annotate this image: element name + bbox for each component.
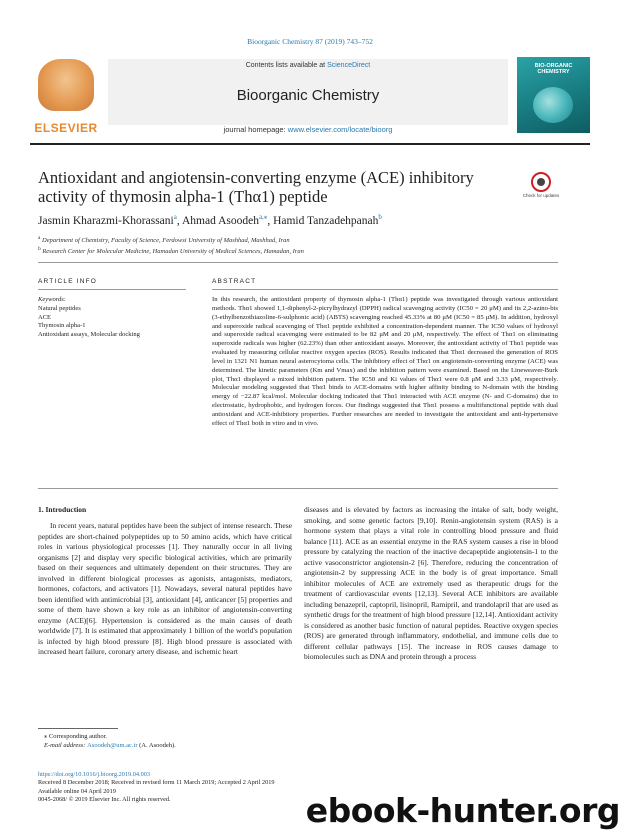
keyword: Antioxidant assays, Molecular docking <box>38 331 140 339</box>
body-column-left: In recent years, natural peptides have been the subject of intense research. These peptides are short-chained polypeptides up to 50 amino acids, which have critical roles in various physiological processes [1]. They naturally occur in all living organisms [2] and display very specific biological activities, which are primarily based on their sequences and ultimately dependent on their structures. They are involved in different biological processes as agonists, antagonists, mediators, hormones, cofactors, and activators [1]. Nowadays, several natural peptides have been identified with antimicrobial [3], antioxidant [4], anticancer [5] properties and some of them have shown a key role as an inhibitor of angiotensin-converting enzyme (ACE)[6]. Hypertension is considered as the main causes of death worldwide [7]. It is estimated that approximately 1 billion of the world's population is infected by high blood pressure [8]. High blood pressure is associated with increased heart failure, coronary artery disease, and ischemic heart <box>38 521 292 656</box>
contents-line <box>108 62 508 69</box>
elsevier-tree-icon <box>38 59 94 111</box>
keyword: Natural peptides <box>38 304 81 312</box>
author-name: Hamid Tanzadehpanah <box>273 214 379 227</box>
author-affiliation-marker[interactable]: a,⁎ <box>258 213 268 221</box>
affiliation-item <box>38 234 558 245</box>
abstract-divider <box>212 289 558 290</box>
keywords-heading: Keywords: <box>38 296 66 303</box>
introduction-heading: 1. Introduction <box>38 505 87 514</box>
journal-cover[interactable] <box>517 57 590 133</box>
affiliation-text: Research Center for Molecular Medicine, Hamadan University of Medical Sciences, Hamadan, Iran <box>42 248 304 256</box>
email-link[interactable]: Asoodeh@um.ac.ir <box>87 742 138 749</box>
copyright: 0045-2068/ © 2019 Elsevier Inc. All rights reserved. <box>38 795 171 803</box>
author-affiliation-marker[interactable]: a <box>173 213 177 221</box>
footnote-divider <box>38 728 118 729</box>
affiliation-marker: a <box>38 235 41 241</box>
author-list: Jasmin Kharazmi-Khorassani$^a$, Ahmad Asoodeh$^{a,⁎}$, Hamid Tanzadehpanah$^b$ <box>38 213 382 227</box>
corresponding-author-note: ⁎ Corresponding author. <box>44 733 108 740</box>
journal-header <box>30 57 590 137</box>
homepage-link[interactable]: www.elsevier.com/locate/bioorg <box>287 125 393 134</box>
contents-prefix: Contents lists available at <box>245 62 328 69</box>
available-online: Available online 04 April 2019 <box>38 787 116 795</box>
doi-link[interactable]: https://doi.org/10.1016/j.bioorg.2019.04.003 <box>38 771 151 778</box>
author-affiliation-marker[interactable]: b <box>378 213 382 221</box>
check-updates-icon <box>531 172 551 192</box>
author-name: Jasmin Kharazmi-Khorassani <box>38 214 174 227</box>
affiliation-text: Department of Chemistry, Faculty of Science, Ferdowsi University of Mashhad, Mashhad, Iran <box>42 237 290 245</box>
article-info-label: ARTICLE INFO <box>38 278 98 285</box>
elsevier-wordmark: ELSEVIER <box>34 121 98 135</box>
section-divider <box>38 262 558 263</box>
affiliations <box>38 234 558 256</box>
keywords-block <box>38 296 198 340</box>
affiliation-item <box>38 245 558 256</box>
journal-reference[interactable]: Bioorganic Chemistry 87 (2019) 743–752 <box>247 37 373 46</box>
abstract-text: In this research, the antioxidant property of thymosin alpha-1 (Thα1) peptide was investigated through various antioxidant methods. Thα1 showed 1,1-diphenyl-2-picrylhydrazyl (DPPH) radical scavenging activity (IC50 = 20 μM) and its 2,2-azino-bis (3-ethylbenzothiazoline-6-sulphonic acid) (ABTS) scavenging reached 45.33% at 80 μM (IC50 = 85 μM). In addition, hydroxyl and superoxide radical scavenging of Thα1 peptide exhibited a concentration-dependent manner. The IC50 values of hydroxyl and superoxide radical scavenging were estimated to be 82 μM and 20 μM, respectively. The effect of Thα1 on eliminating superoxide radicals was higher (62.23%) than other antioxidant assays. Moreover, the antioxidant activity of Thα1 peptide was evaluated by measuring cellular reactive oxygen species (ROS). Results indicated that Thα1 decreased the generation of ROS level in 1321 N1 human neural asterocytoma cells. The inhibitory effect of Thα1 on angiotensin-converting enzyme (ACE) was determined. The kinetic parameters (Km and Vmax) and the inhibition pattern were examined. Based on the Lineweaver-Burk plot, Thα1 displayed a mixed inhibition pattern. The IC50 and Ki values of Thα1 were 0.8 μM and 3.33 μM, respectively. Molecular modeling suggested that Thα1 binds to ACE-domains with higher affinity binding to N-domain with the binding energy of −22.87 kcal/mol. Molecular docking indicated that Thα1 interacted with ACE enzyme (N- and C-domains) due to electrostatic, hydrophobic, and hydrogen forces. Our findings suggested that Thα1 possess a multifunctional peptide with dual antioxidant and ACE-inhibitory properties. Further researches are needed to investigate the antioxidant and anti-hypertensive effect of Thα1 both in vitro and in vivo. <box>212 296 558 427</box>
check-for-updates-badge[interactable] <box>522 172 560 208</box>
cover-title: BIO-ORGANIC CHEMISTRY <box>534 63 573 76</box>
journal-name: Bioorganic Chemistry <box>236 87 380 104</box>
check-updates-label: Check for updates <box>522 193 560 198</box>
cover-art <box>533 87 573 123</box>
article-info-divider <box>38 289 186 290</box>
email-label: E-mail address: <box>44 742 88 749</box>
keyword: Thymosin alpha-1 <box>38 322 86 330</box>
email-line <box>44 741 344 750</box>
email-suffix: (A. Asoodeh). <box>137 742 176 749</box>
abstract-end-divider <box>38 488 558 489</box>
homepage-prefix: journal homepage: <box>223 125 288 134</box>
homepage-line <box>108 125 508 134</box>
keyword: ACE <box>38 313 51 321</box>
received-dates: Received 8 December 2018; Received in revised form 11 March 2019; Accepted 2 April 2019 <box>38 779 275 787</box>
elsevier-logo[interactable] <box>30 59 102 135</box>
watermark: ebook-hunter.org <box>305 791 620 830</box>
article-title: Antioxidant and angiotensin-converting enzyme (ACE) inhibitory activity of thymosin alpha-1 (Thα1) peptide <box>38 168 474 206</box>
header-divider <box>30 143 590 145</box>
footnote <box>44 732 344 750</box>
affiliation-marker: b <box>38 246 41 253</box>
body-column-right: diseases and is elevated by factors as increasing the intake of salt, body weight, smoking, and some genetic factors [9,10]. Renin-angiotensin system (RAS) is a hormone system that plays a vital role in controlling blood pressure and fluid balance [11]. ACE as an essential enzyme in the RAS system causes a rise in blood pressure by catalyzing the reaction of the inactive decapeptide angiotensin-1 to the active vasoconstrictor angiotensin-2 [6]. Therefore, reducing the concentration of angiotensin-2 by suppressing ACE in the body is of great importance. Small inhibitor molecules of ACE are extremely used as therapeutic drugs for the treatment of cardiovascular events [12,13]. Several ACE inhibitors are available including benazepril, captopril, lisinopril, Ramipril, and trandolapril that are used as synthetic drugs for the treatment of high blood pressure [12,14]. Antioxidant activity is considered as another basic function of natural peptides. Reactive oxygen species (ROS) are generated through inflammatory, endothelial, and immune cells due to different cellular pathways [15]. The increase in ROS causes damage to biomolecules such as DNA and protein through a process <box>304 505 558 661</box>
author-name: Ahmad Asoodeh <box>181 214 259 227</box>
abstract-label: ABSTRACT <box>212 278 257 285</box>
sciencedirect-link[interactable]: ScienceDirect <box>327 62 371 69</box>
